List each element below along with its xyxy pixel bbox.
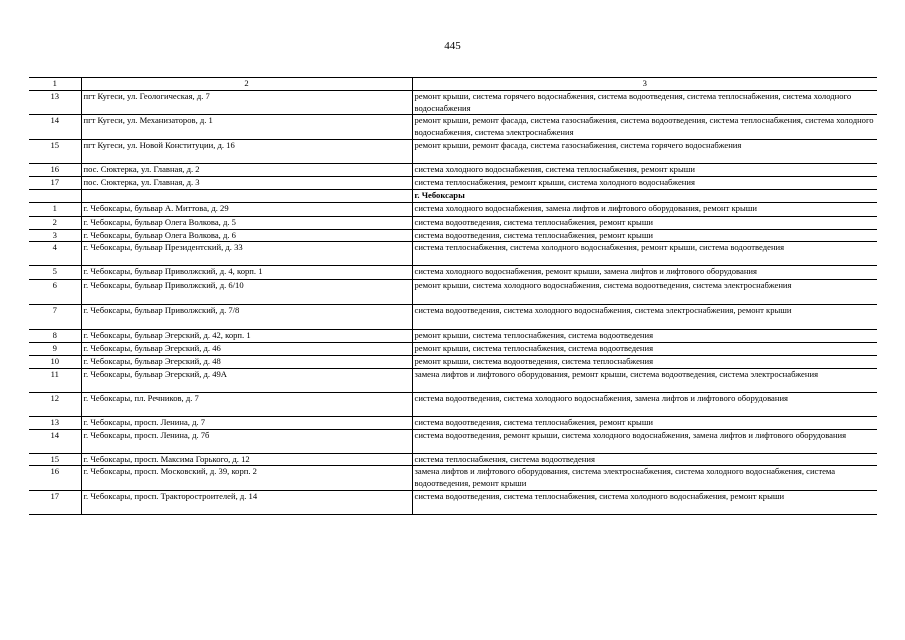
table-row	[29, 202, 877, 216]
row-number: 2	[29, 216, 81, 229]
row-works: система водоотведения, ремонт крыши, система холодного водоснабжения, замена лифтов и лифтового оборудования	[412, 429, 877, 453]
city-heading-row	[29, 189, 877, 202]
row-works: система теплоснабжения, система холодного водоснабжения, ремонт крыши, система водоотведения	[412, 242, 877, 266]
row-works: ремонт крыши, ремонт фасада, система газоснабжения, система водоотведения, система теплоснабжения, система холодного водоснабжения, система электроснабжения	[412, 115, 877, 140]
repair-table	[29, 77, 877, 515]
row-number: 4	[29, 242, 81, 266]
row-works: система холодного водоснабжения, ремонт крыши, замена лифтов и лифтового оборудования	[412, 266, 877, 280]
row-address: пос. Сюктерка, ул. Главная, д. 3	[81, 176, 412, 189]
row-works: система водоотведения, система теплоснабжения, ремонт крыши	[412, 216, 877, 229]
row-number: 5	[29, 266, 81, 280]
row-address: г. Чебоксары, бульвар Олега Волкова, д. 5	[81, 216, 412, 229]
row-works: ремонт крыши, система холодного водоснабжения, система водоотведения, система электроснабжения	[412, 280, 877, 305]
row-address: пгт Кугеси, ул. Новой Конституции, д. 16	[81, 139, 412, 163]
table-row	[29, 429, 877, 453]
row-address: г. Чебоксары, просп. Ленина, д. 7	[81, 416, 412, 429]
header-col-2: 2	[81, 78, 412, 91]
row-number: 13	[29, 416, 81, 429]
table-row	[29, 368, 877, 392]
row-number: 3	[29, 229, 81, 242]
row-address: г. Чебоксары, просп. Московский, д. 39, корп. 2	[81, 466, 412, 491]
row-address: пгт Кугеси, ул. Геологическая, д. 7	[81, 90, 412, 115]
row-works: ремонт крыши, ремонт фасада, система газоснабжения, система горячего водоснабжения	[412, 139, 877, 163]
row-number: 14	[29, 115, 81, 140]
row-works: ремонт крыши, система теплоснабжения, система водоотведения	[412, 343, 877, 356]
row-number: 12	[29, 392, 81, 416]
row-number: 1	[29, 202, 81, 216]
row-number: 15	[29, 453, 81, 466]
table-row	[29, 242, 877, 266]
row-address: г. Чебоксары, бульвар Эгерский, д. 49А	[81, 368, 412, 392]
row-works: система теплоснабжения, система водоотведения	[412, 453, 877, 466]
table-row	[29, 139, 877, 163]
row-works: система холодного водоснабжения, замена лифтов и лифтового оборудования, ремонт крыши	[412, 202, 877, 216]
row-works: система водоотведения, система теплоснабжения, система холодного водоснабжения, ремонт крыши	[412, 490, 877, 514]
row-number: 17	[29, 176, 81, 189]
table-row	[29, 305, 877, 330]
row-works: ремонт крыши, система теплоснабжения, система водоотведения	[412, 330, 877, 343]
row-number: 15	[29, 139, 81, 163]
row-number: 13	[29, 90, 81, 115]
table-row	[29, 163, 877, 176]
row-number: 17	[29, 490, 81, 514]
repair-table-body	[29, 78, 877, 515]
table-row	[29, 416, 877, 429]
row-address: г. Чебоксары, пл. Речников, д. 7	[81, 392, 412, 416]
row-works: система холодного водоснабжения, система теплоснабжения, ремонт крыши	[412, 163, 877, 176]
table-row	[29, 229, 877, 242]
table-row	[29, 466, 877, 491]
table-row	[29, 330, 877, 343]
row-works: система водоотведения, система холодного водоснабжения, система электроснабжения, ремонт крыши	[412, 305, 877, 330]
table-row	[29, 490, 877, 514]
empty-cell	[29, 189, 81, 202]
row-address: г. Чебоксары, бульвар Приволжский, д. 7/8	[81, 305, 412, 330]
row-works: система водоотведения, система теплоснабжения, ремонт крыши	[412, 229, 877, 242]
row-number: 14	[29, 429, 81, 453]
row-address: пгт Кугеси, ул. Механизаторов, д. 1	[81, 115, 412, 140]
row-address: г. Чебоксары, бульвар Приволжский, д. 4, корп. 1	[81, 266, 412, 280]
table-row	[29, 343, 877, 356]
row-address: г. Чебоксары, бульвар А. Миттова, д. 29	[81, 202, 412, 216]
row-address: г. Чебоксары, бульвар Олега Волкова, д. 6	[81, 229, 412, 242]
row-address: г. Чебоксары, бульвар Приволжский, д. 6/10	[81, 280, 412, 305]
row-address: г. Чебоксары, просп. Тракторостроителей, д. 14	[81, 490, 412, 514]
table-row	[29, 453, 877, 466]
header-col-3: 3	[412, 78, 877, 91]
page-number: 445	[444, 40, 461, 52]
header-col-1: 1	[29, 78, 81, 91]
row-works: замена лифтов и лифтового оборудования, ремонт крыши, система водоотведения, система электроснабжения	[412, 368, 877, 392]
row-number: 8	[29, 330, 81, 343]
row-works: система теплоснабжения, ремонт крыши, система холодного водоснабжения	[412, 176, 877, 189]
row-address: г. Чебоксары, бульвар Эгерский, д. 46	[81, 343, 412, 356]
row-number: 16	[29, 163, 81, 176]
table-row	[29, 280, 877, 305]
table-row	[29, 266, 877, 280]
table-row	[29, 392, 877, 416]
city-heading: г. Чебоксары	[412, 189, 877, 202]
row-works: система водоотведения, система теплоснабжения, ремонт крыши	[412, 416, 877, 429]
row-number: 9	[29, 343, 81, 356]
row-address: г. Чебоксары, бульвар Эгерский, д. 42, корп. 1	[81, 330, 412, 343]
row-address: г. Чебоксары, бульвар Эгерский, д. 48	[81, 355, 412, 368]
empty-cell	[81, 189, 412, 202]
table-row	[29, 355, 877, 368]
row-address: пос. Сюктерка, ул. Главная, д. 2	[81, 163, 412, 176]
row-works: ремонт крыши, система водоотведения, система теплоснабжения	[412, 355, 877, 368]
row-address: г. Чебоксары, просп. Ленина, д. 7б	[81, 429, 412, 453]
table-row	[29, 90, 877, 115]
row-works: замена лифтов и лифтового оборудования, система электроснабжения, система холодного водоснабжения, система водоотведения, ремонт крыши	[412, 466, 877, 491]
row-works: ремонт крыши, система горячего водоснабжения, система водоотведения, система теплоснабжения, система холодного водоснабжения	[412, 90, 877, 115]
row-number: 7	[29, 305, 81, 330]
row-number: 11	[29, 368, 81, 392]
row-number: 10	[29, 355, 81, 368]
row-number: 6	[29, 280, 81, 305]
row-address: г. Чебоксары, просп. Максима Горького, д. 12	[81, 453, 412, 466]
table-row	[29, 216, 877, 229]
row-address: г. Чебоксары, бульвар Президентский, д. 33	[81, 242, 412, 266]
row-number: 16	[29, 466, 81, 491]
table-row	[29, 115, 877, 140]
row-works: система водоотведения, система холодного водоснабжения, замена лифтов и лифтового оборудования	[412, 392, 877, 416]
header-row	[29, 78, 877, 91]
table-row	[29, 176, 877, 189]
